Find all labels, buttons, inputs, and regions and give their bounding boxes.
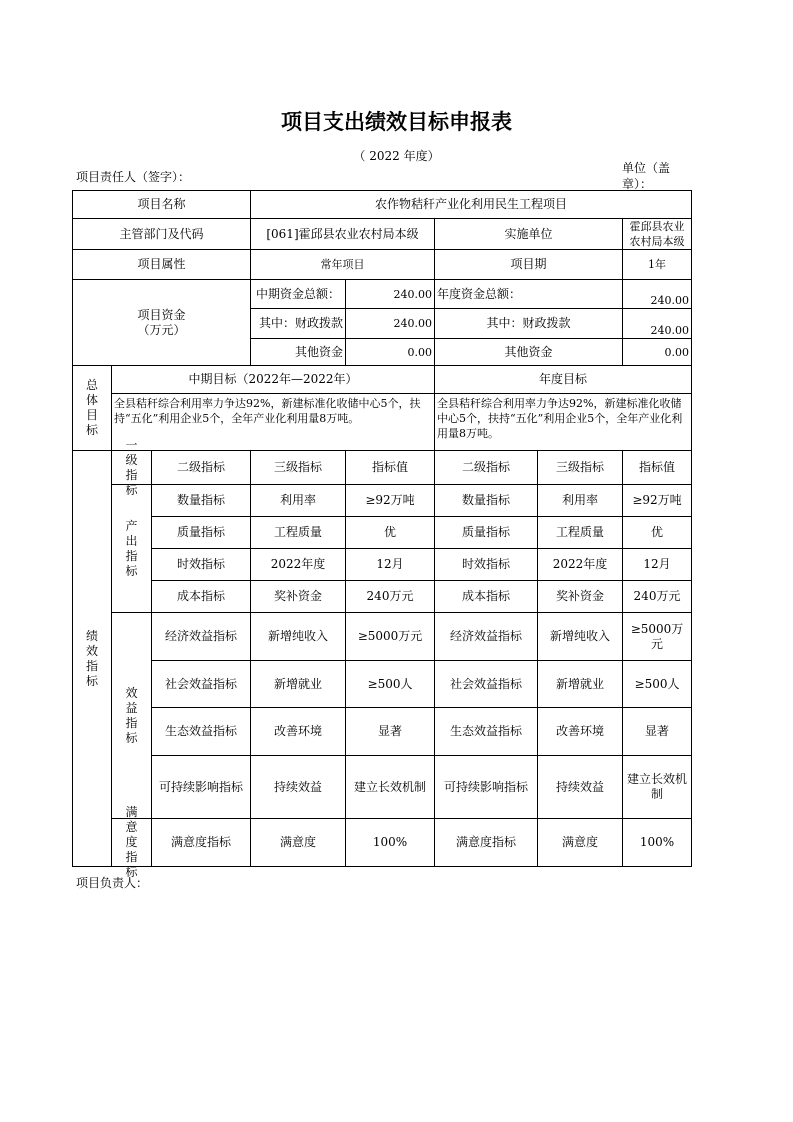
unit-seal-label: 单位（盖章）： xyxy=(622,161,671,191)
indicator-cell: 经济效益指标 xyxy=(151,612,251,661)
page-title: 项目支出绩效目标申报表 xyxy=(281,110,512,134)
group-satisfaction: 满意度指标 xyxy=(111,818,152,867)
mid-goal-text: 全县秸秆综合利用率力争达92%，新建标准化收储中心5个，扶持“五化”利用企业5个，全年产业化利用量8万吨。 xyxy=(111,393,435,451)
indicator-cell: 100% xyxy=(345,818,435,867)
responsible-signature-label: 项目责任人（签字）： xyxy=(76,170,191,184)
indicator-cell: 持续效益 xyxy=(537,755,623,819)
indicator-cell: 质量指标 xyxy=(151,516,251,549)
annual-fiscal-value: 240.00 xyxy=(622,308,692,339)
overall-goal-label: 总体目标 xyxy=(72,365,112,451)
indicator-cell: 12月 xyxy=(622,548,692,581)
indicator-cell: ≥92万吨 xyxy=(622,484,692,517)
mid-goal-header: 中期目标（2022年—2022年） xyxy=(111,365,435,394)
indicator-cell: 满意度 xyxy=(250,818,346,867)
indicator-header: 指标值 xyxy=(345,450,435,485)
indicator-cell: 建立长效机制 xyxy=(622,755,692,819)
indicator-cell: 社会效益指标 xyxy=(434,660,538,708)
indicator-cell: 建立长效机制 xyxy=(345,755,435,819)
indicator-cell: 新增就业 xyxy=(537,660,623,708)
annual-goal-text: 全县秸秆综合利用率力争达92%，新建标准化收储中心5个，扶持“五化”利用企业5个，全年产业化利用量8万吨。 xyxy=(434,393,692,451)
group-benefit: 效益指标 xyxy=(111,612,152,819)
indicator-cell: ≥5000万元 xyxy=(622,612,692,661)
mid-other-value: 0.00 xyxy=(345,338,435,366)
indicator-cell: 改善环境 xyxy=(537,707,623,756)
indicator-cell: 新增纯收入 xyxy=(537,612,623,661)
indicator-cell: 100% xyxy=(622,818,692,867)
indicator-cell: 数量指标 xyxy=(434,484,538,517)
indicator-header: 一级指标 xyxy=(111,450,152,485)
indicator-cell: 社会效益指标 xyxy=(151,660,251,708)
indicator-cell: 质量指标 xyxy=(434,516,538,549)
indicator-cell: 2022年度 xyxy=(250,548,346,581)
project-name-label: 项目名称 xyxy=(72,190,251,219)
indicator-cell: 显著 xyxy=(345,707,435,756)
indicator-cell: 数量指标 xyxy=(151,484,251,517)
indicator-cell: 优 xyxy=(345,516,435,549)
indicator-cell: 成本指标 xyxy=(434,580,538,613)
indicator-cell: 12月 xyxy=(345,548,435,581)
indicator-cell: 240万元 xyxy=(622,580,692,613)
impl-unit-label: 实施单位 xyxy=(434,218,623,250)
mid-other-label: 其他资金 xyxy=(250,338,346,366)
indicator-header: 指标值 xyxy=(622,450,692,485)
mid-total-label: 中期资金总额： xyxy=(250,279,346,309)
indicator-cell: 生态效益指标 xyxy=(434,707,538,756)
impl-unit-value: 霍邱县农业农村局本级 xyxy=(622,218,692,250)
annual-goal-header: 年度目标 xyxy=(434,365,692,394)
indicator-header: 二级指标 xyxy=(434,450,538,485)
annual-other-label: 其他资金 xyxy=(434,338,623,366)
indicator-cell: 奖补资金 xyxy=(537,580,623,613)
indicator-cell: 可持续影响指标 xyxy=(151,755,251,819)
indicator-cell: 显著 xyxy=(622,707,692,756)
indicator-cell: 工程质量 xyxy=(537,516,623,549)
indicator-cell: 满意度 xyxy=(537,818,623,867)
indicator-cell: 奖补资金 xyxy=(250,580,346,613)
indicator-header: 二级指标 xyxy=(151,450,251,485)
indicator-cell: ≥500人 xyxy=(345,660,435,708)
indicator-cell: 时效指标 xyxy=(151,548,251,581)
indicator-cell: 新增纯收入 xyxy=(250,612,346,661)
group-output: 产出指标 xyxy=(111,484,152,613)
performance-indicator-label: 绩效指标 xyxy=(72,450,112,867)
indicator-cell: 改善环境 xyxy=(250,707,346,756)
indicator-cell: 240万元 xyxy=(345,580,435,613)
indicator-cell: 工程质量 xyxy=(250,516,346,549)
mid-fiscal-value: 240.00 xyxy=(345,308,435,339)
indicator-cell: 时效指标 xyxy=(434,548,538,581)
indicator-cell: ≥5000万元 xyxy=(345,612,435,661)
attr-value: 常年项目 xyxy=(250,249,435,280)
period-label: 项目期 xyxy=(434,249,623,280)
annual-total-label: 年度资金总额： xyxy=(434,279,623,309)
funds-label: 项目资金（万元） xyxy=(72,279,251,366)
indicator-cell: 生态效益指标 xyxy=(151,707,251,756)
annual-total-value: 240.00 xyxy=(622,279,692,309)
indicator-cell: 新增就业 xyxy=(250,660,346,708)
indicator-cell: 优 xyxy=(622,516,692,549)
project-name-value: 农作物秸秆产业化利用民生工程项目 xyxy=(250,190,692,219)
project-leader-label: 项目负责人： xyxy=(76,876,149,890)
period-value: 1年 xyxy=(622,249,692,280)
mid-fiscal-label: 其中：财政拨款 xyxy=(250,308,346,339)
annual-fiscal-label: 其中：财政拨款 xyxy=(434,308,623,339)
mid-total-value: 240.00 xyxy=(345,279,435,309)
indicator-cell: 持续效益 xyxy=(250,755,346,819)
indicator-cell: 经济效益指标 xyxy=(434,612,538,661)
fiscal-year: （ 2022 年度） xyxy=(353,149,440,163)
indicator-cell: 利用率 xyxy=(250,484,346,517)
annual-other-value: 0.00 xyxy=(622,338,692,366)
indicator-cell: ≥500人 xyxy=(622,660,692,708)
dept-value: [061]霍邱县农业农村局本级 xyxy=(250,218,435,250)
indicator-header: 三级指标 xyxy=(250,450,346,485)
indicator-cell: 利用率 xyxy=(537,484,623,517)
indicator-cell: 2022年度 xyxy=(537,548,623,581)
indicator-cell: 满意度指标 xyxy=(151,818,251,867)
indicator-cell: 可持续影响指标 xyxy=(434,755,538,819)
attr-label: 项目属性 xyxy=(72,249,251,280)
indicator-header: 三级指标 xyxy=(537,450,623,485)
indicator-cell: 满意度指标 xyxy=(434,818,538,867)
dept-label: 主管部门及代码 xyxy=(72,218,251,250)
indicator-cell: ≥92万吨 xyxy=(345,484,435,517)
indicator-cell: 成本指标 xyxy=(151,580,251,613)
